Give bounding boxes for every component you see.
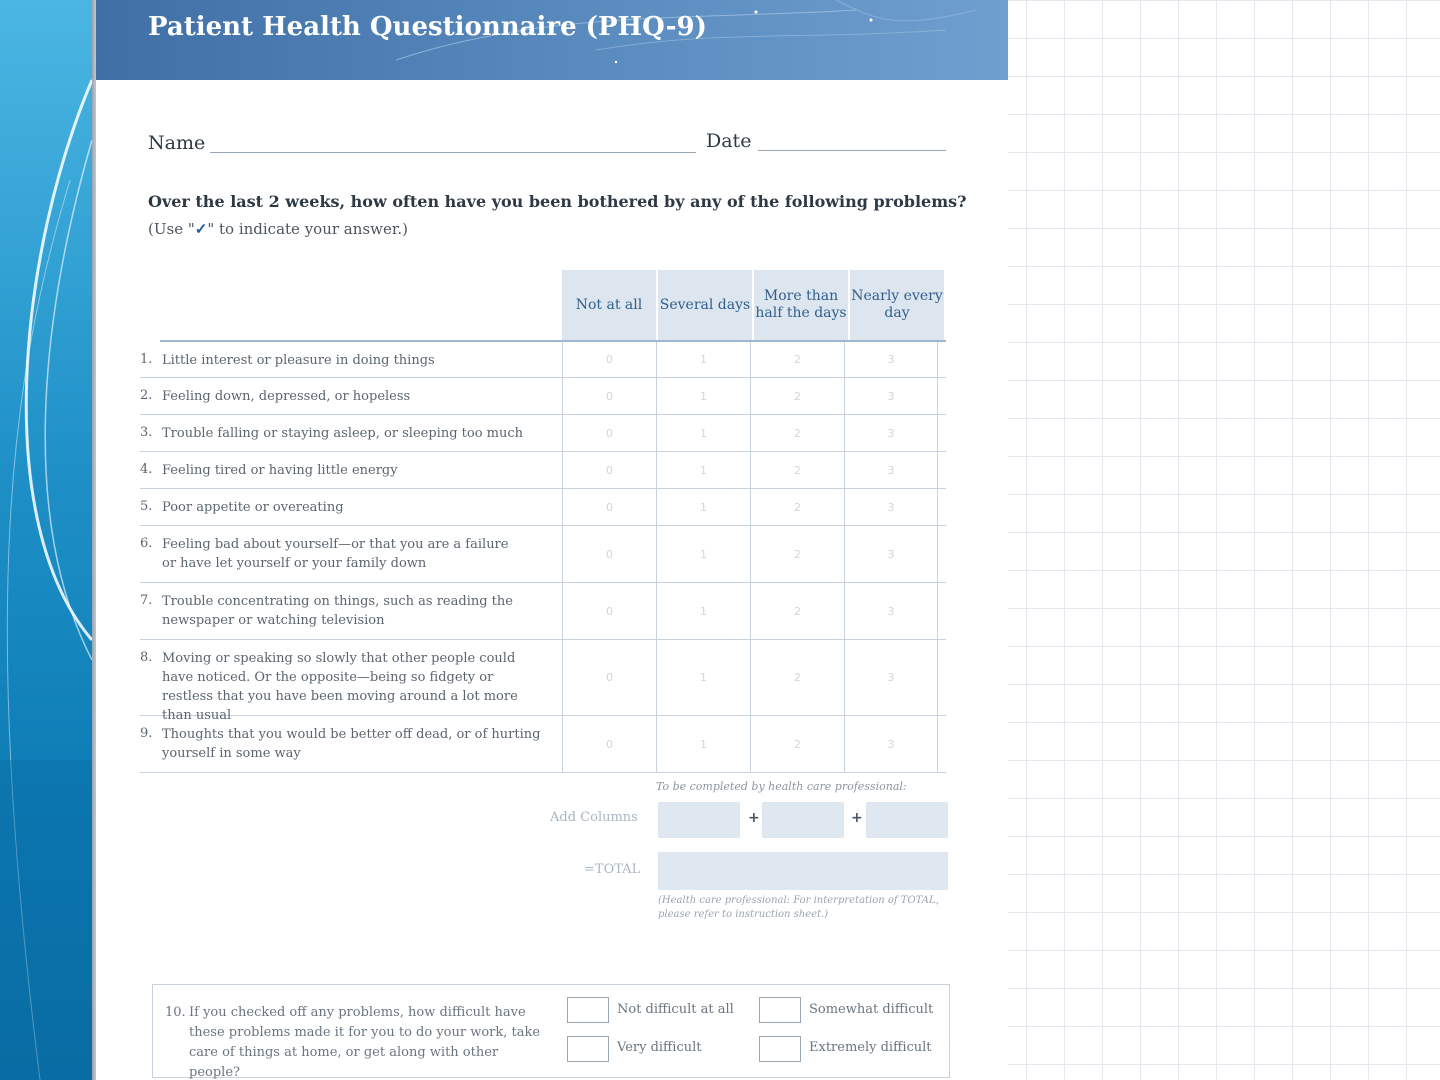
column-sum-box[interactable] — [762, 802, 844, 838]
item-number: 3. — [140, 425, 153, 440]
header-band — [96, 0, 1008, 80]
item-number: 1. — [140, 352, 153, 367]
table-row — [140, 415, 946, 452]
item-text: Thoughts that you would be better off dead, or of hurting yourself in some way — [162, 727, 541, 761]
page-title: Patient Health Questionnaire (PHQ-9) — [148, 12, 707, 42]
instruction-suffix: " to indicate your answer.) — [207, 220, 408, 238]
answer-cell[interactable]: 2 — [750, 489, 844, 525]
answer-cell[interactable]: 0 — [562, 489, 656, 525]
item-text: Moving or speaking so slowly that other people could have noticed. Or the opposite—being so fidgety or restless that you have been moving around a lot more than usual — [162, 651, 518, 723]
checkbox-very-difficult[interactable] — [567, 1036, 609, 1062]
item-number: 5. — [140, 499, 153, 514]
table-row — [140, 378, 946, 415]
column-header: Nearly every day — [850, 270, 944, 340]
answer-cell[interactable]: 1 — [656, 640, 750, 715]
checkbox-somewhat-difficult[interactable] — [759, 997, 801, 1023]
table-row — [140, 526, 946, 583]
answer-cell[interactable]: 3 — [844, 716, 938, 772]
table-row — [140, 342, 946, 378]
answer-cell[interactable]: 1 — [656, 415, 750, 451]
answer-cell[interactable]: 1 — [656, 489, 750, 525]
phq-table — [140, 270, 946, 773]
answer-cell[interactable]: 1 — [656, 716, 750, 772]
item-text: Little interest or pleasure in doing things — [162, 353, 435, 368]
item-number: 9. — [140, 726, 153, 741]
answer-cell[interactable]: 0 — [562, 452, 656, 488]
table-row — [140, 583, 946, 640]
answer-cell[interactable]: 2 — [750, 415, 844, 451]
answer-cell[interactable]: 3 — [844, 583, 938, 639]
answer-cell[interactable]: 0 — [562, 640, 656, 715]
item-text: Trouble falling or staying asleep, or sleeping too much — [162, 426, 524, 441]
answer-cell[interactable]: 0 — [562, 415, 656, 451]
professional-note: To be completed by health care professional: — [656, 780, 907, 793]
item-number: 2. — [140, 388, 153, 403]
item-number: 8. — [140, 650, 153, 665]
interpretation-note: (Health care professional: For interpretation of TOTAL, please refer to instruction sheet.) — [658, 895, 939, 920]
table-row — [140, 489, 946, 526]
answer-cell[interactable]: 1 — [656, 342, 750, 377]
answer-cell[interactable]: 1 — [656, 583, 750, 639]
item-number: 7. — [140, 593, 153, 608]
item-number: 6. — [140, 536, 153, 551]
name-field[interactable] — [210, 152, 696, 153]
answer-cell[interactable]: 1 — [656, 526, 750, 582]
plus-sign: + — [748, 810, 760, 826]
table-header — [140, 270, 946, 342]
answer-cell[interactable]: 3 — [844, 489, 938, 525]
answer-cell[interactable]: 0 — [562, 342, 656, 377]
answer-cell[interactable]: 2 — [750, 716, 844, 772]
column-sum-box[interactable] — [658, 802, 740, 838]
table-row — [140, 452, 946, 489]
total-label: =TOTAL — [584, 862, 641, 877]
instruction-text — [148, 220, 408, 238]
checkbox-not-difficult[interactable] — [567, 997, 609, 1023]
plus-sign: + — [851, 810, 863, 826]
answer-cell[interactable]: 1 — [656, 452, 750, 488]
answer-cell[interactable]: 3 — [844, 640, 938, 715]
item-text: Poor appetite or overeating — [162, 500, 344, 515]
option-label: Extremely difficult — [809, 1040, 932, 1055]
answer-cell[interactable]: 0 — [562, 526, 656, 582]
answer-cell[interactable]: 3 — [844, 452, 938, 488]
difficulty-question-box — [152, 984, 950, 1078]
answer-cell[interactable]: 2 — [750, 583, 844, 639]
answer-cell[interactable]: 2 — [750, 526, 844, 582]
item-number: 4. — [140, 462, 153, 477]
answer-cell[interactable]: 2 — [750, 378, 844, 414]
answer-cell[interactable]: 3 — [844, 415, 938, 451]
option-label: Somewhat difficult — [809, 1002, 934, 1017]
table-row — [140, 716, 946, 773]
column-header: More than half the days — [754, 270, 848, 340]
item-number: 10. — [165, 1005, 186, 1020]
name-label: Name — [148, 132, 206, 154]
answer-cell[interactable]: 2 — [750, 452, 844, 488]
instruction-prefix: (Use " — [148, 220, 195, 238]
add-columns-label: Add Columns — [550, 810, 638, 825]
item-text: Feeling tired or having little energy — [162, 463, 398, 478]
answer-cell[interactable]: 1 — [656, 378, 750, 414]
date-label: Date — [706, 130, 752, 152]
option-label: Very difficult — [617, 1040, 702, 1055]
answer-cell[interactable]: 2 — [750, 342, 844, 377]
questionnaire-page — [96, 0, 1008, 1080]
answer-cell[interactable]: 2 — [750, 640, 844, 715]
total-box[interactable] — [658, 852, 948, 890]
answer-cell[interactable]: 3 — [844, 378, 938, 414]
answer-cell[interactable]: 3 — [844, 342, 938, 377]
option-label: Not difficult at all — [617, 1002, 734, 1017]
item-text: Feeling bad about yourself—or that you are a failure or have let yourself or your family down — [162, 537, 509, 571]
answer-cell[interactable]: 3 — [844, 526, 938, 582]
decorative-curves — [0, 0, 92, 1080]
checkbox-extremely-difficult[interactable] — [759, 1036, 801, 1062]
column-header: Several days — [658, 270, 752, 340]
column-header: Not at all — [562, 270, 656, 340]
checkmark-icon: ✓ — [194, 220, 208, 238]
answer-cell[interactable]: 0 — [562, 378, 656, 414]
question-prompt: Over the last 2 weeks, how often have you been bothered by any of the following problems? — [148, 192, 967, 211]
item-text: Feeling down, depressed, or hopeless — [162, 389, 411, 404]
answer-cell[interactable]: 0 — [562, 716, 656, 772]
column-sum-box[interactable] — [866, 802, 948, 838]
difficulty-question: If you checked off any problems, how difficult have these problems made it for you to do your work, take care of things at home, or get along with other people? — [189, 1005, 541, 1080]
item-text: Trouble concentrating on things, such as reading the newspaper or watching television — [162, 594, 513, 628]
decorative-side-panel — [0, 0, 92, 1080]
table-row — [140, 640, 946, 723]
date-field[interactable] — [758, 150, 946, 151]
answer-cell[interactable]: 0 — [562, 583, 656, 639]
